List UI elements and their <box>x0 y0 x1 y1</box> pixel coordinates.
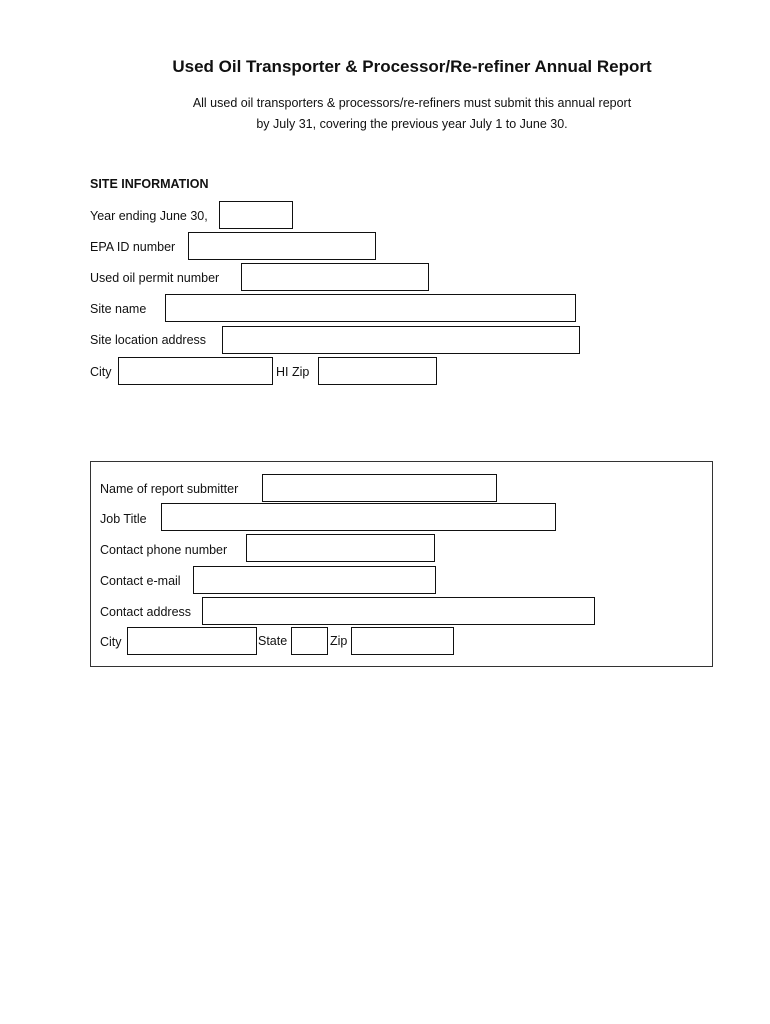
contact-address-input[interactable] <box>202 597 595 625</box>
job-title-input[interactable] <box>161 503 556 531</box>
permit-number-label: Used oil permit number <box>90 271 220 285</box>
epa-id-label: EPA ID number <box>90 240 176 254</box>
contact-email-label: Contact e-mail <box>100 574 181 588</box>
submitter-name-input[interactable] <box>262 474 497 502</box>
contact-state-input[interactable] <box>291 627 328 655</box>
site-address-label: Site location address <box>90 333 207 347</box>
site-city-input[interactable] <box>118 357 273 385</box>
year-ending-input[interactable] <box>219 201 293 229</box>
year-ending-label: Year ending June 30, <box>90 209 208 223</box>
hi-zip-label: HI Zip <box>276 365 310 379</box>
site-name-input[interactable] <box>165 294 576 322</box>
contact-address-label: Contact address <box>100 605 192 619</box>
contact-city-input[interactable] <box>127 627 257 655</box>
page-title: Used Oil Transporter & Processor/Re-refiner Annual Report <box>172 57 652 76</box>
contact-city-label: City <box>100 635 122 649</box>
site-address-input[interactable] <box>222 326 580 354</box>
site-city-label: City <box>90 365 112 379</box>
contact-state-label: State <box>258 634 288 648</box>
contact-phone-input[interactable] <box>246 534 435 562</box>
epa-id-input[interactable] <box>188 232 376 260</box>
submitter-name-label: Name of report submitter <box>100 482 239 496</box>
job-title-label: Job Title <box>100 512 147 526</box>
permit-number-input[interactable] <box>241 263 429 291</box>
contact-phone-label: Contact phone number <box>100 543 228 557</box>
contact-zip-input[interactable] <box>351 627 454 655</box>
contact-zip-label: Zip <box>330 634 348 648</box>
subtitle-line-1: All used oil transporters & processors/re-refiners must submit this annual report <box>192 96 632 110</box>
site-zip-input[interactable] <box>318 357 437 385</box>
subtitle-line-2: by July 31, covering the previous year July 1 to June 30. <box>256 117 568 131</box>
site-information-heading: SITE INFORMATION <box>90 177 209 191</box>
site-name-label: Site name <box>90 302 147 316</box>
contact-email-input[interactable] <box>193 566 436 594</box>
